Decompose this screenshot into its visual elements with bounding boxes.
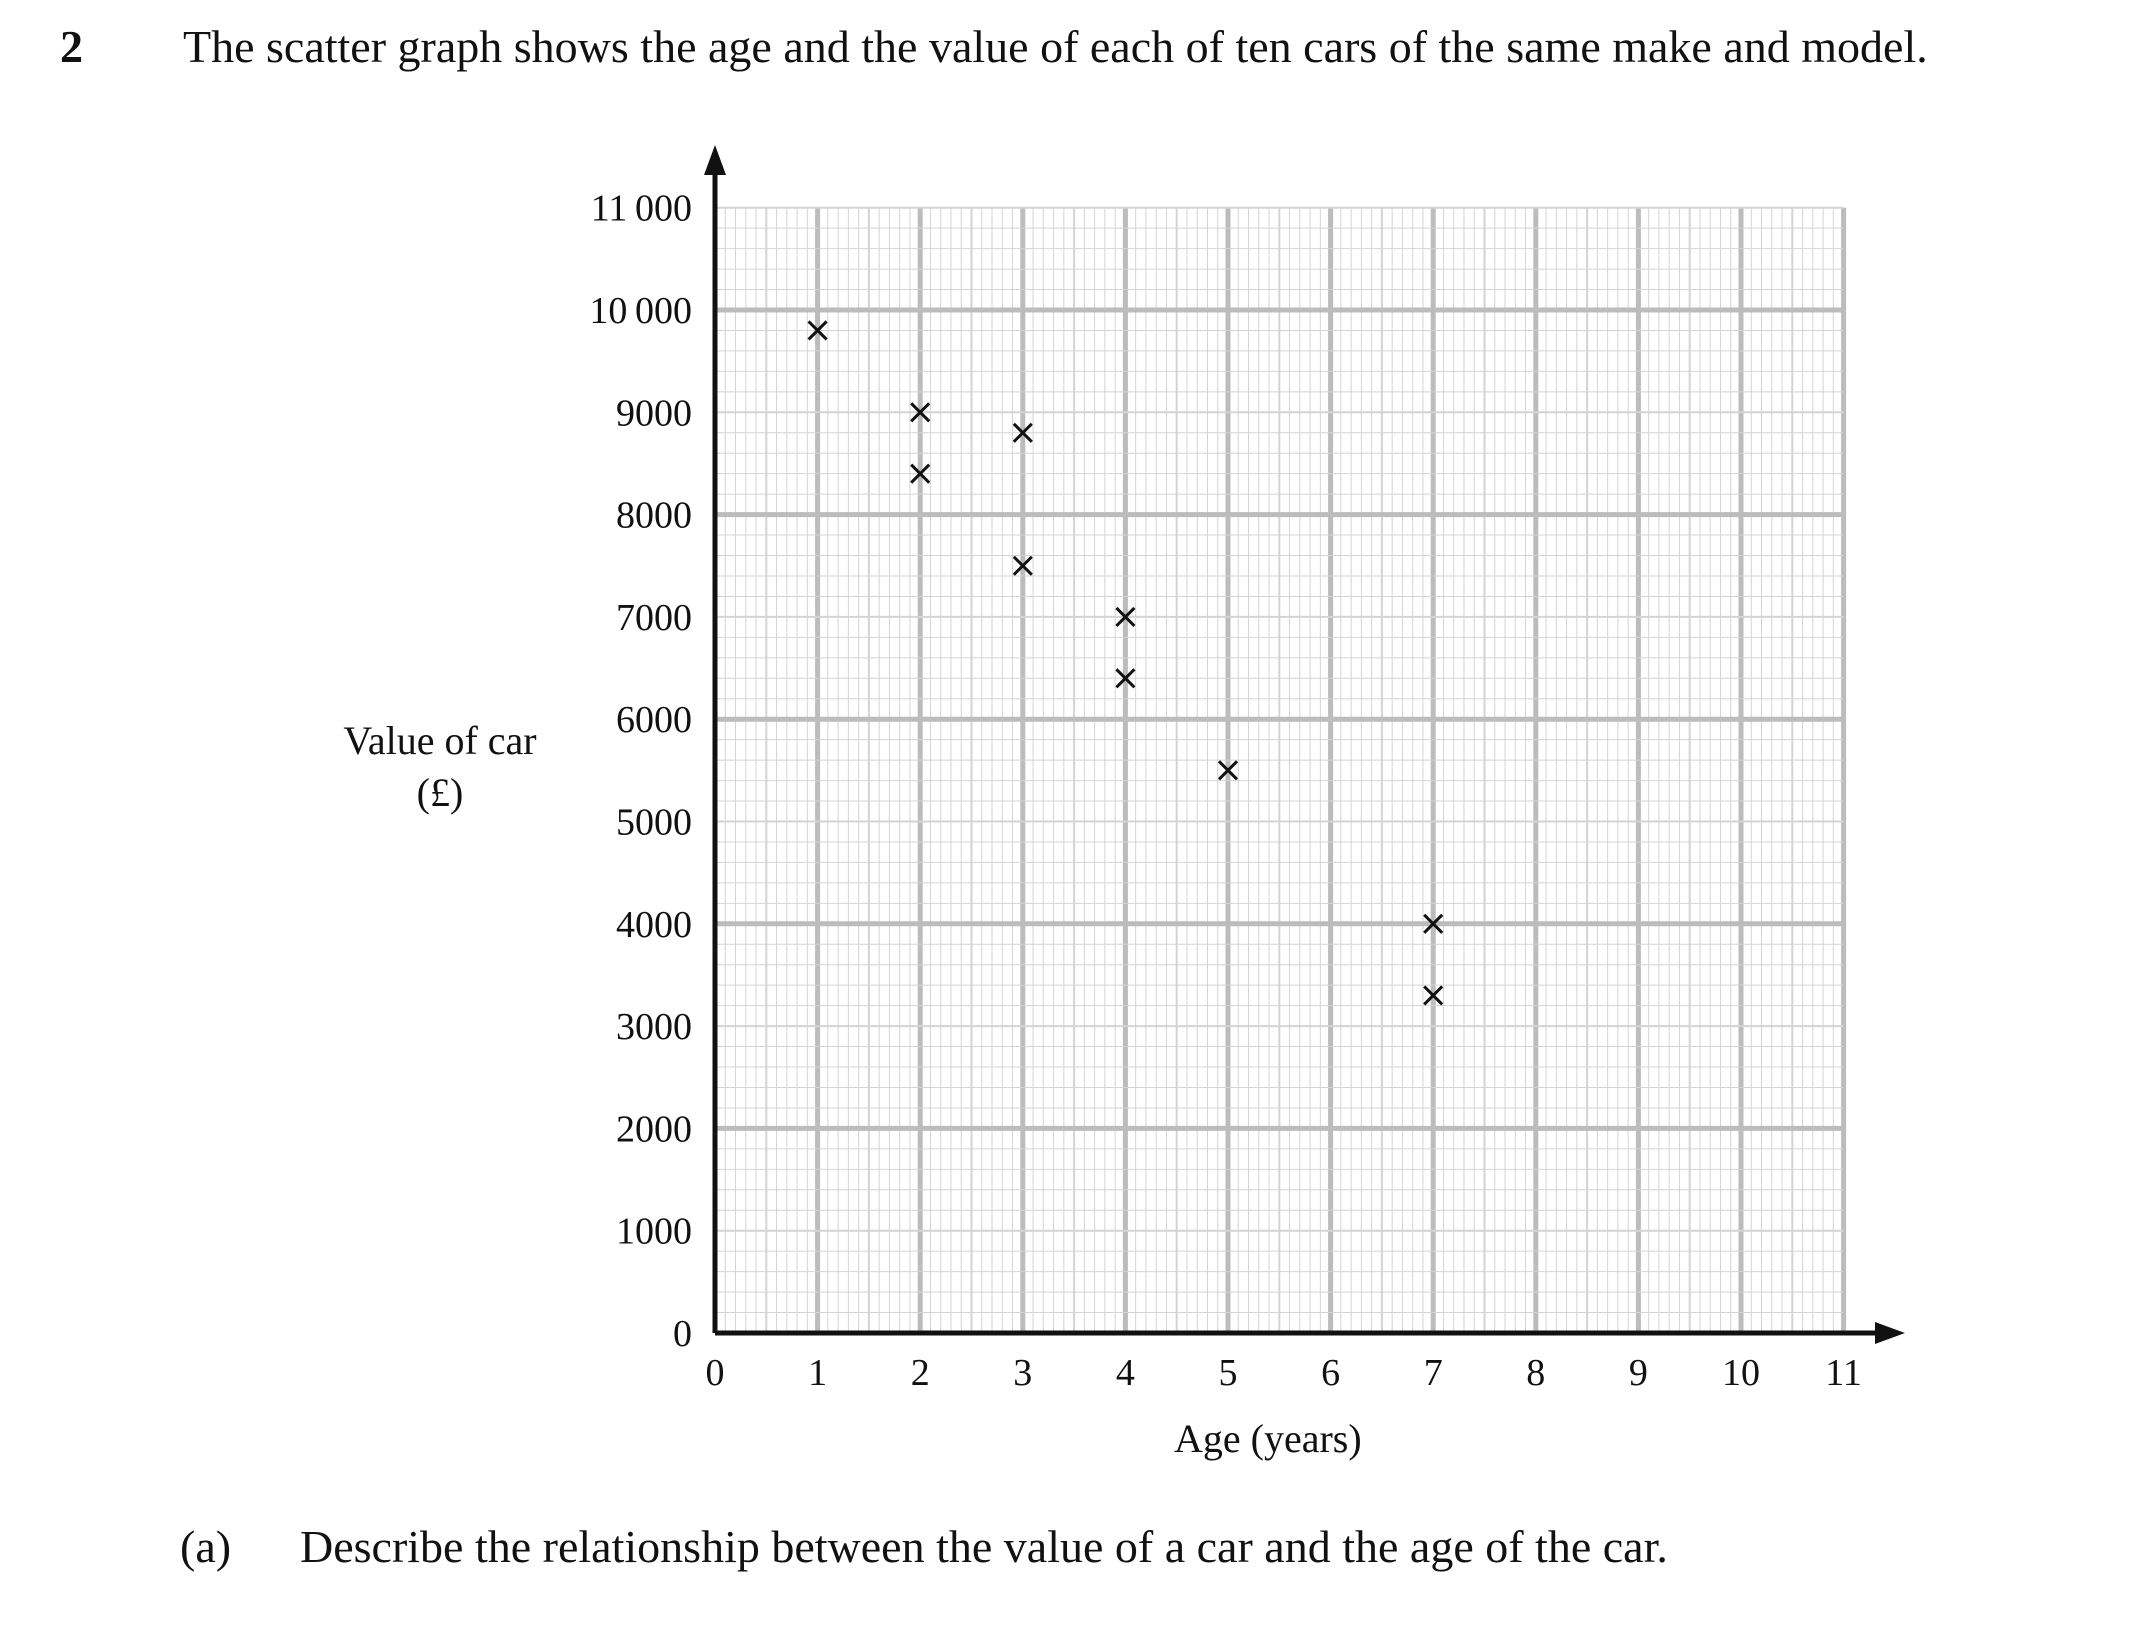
- y-axis-arrow-icon: [704, 145, 726, 175]
- question-text: The scatter graph shows the age and the value of each of ten cars of the same make and model.: [183, 21, 1928, 72]
- x-tick-label: 0: [705, 1352, 725, 1394]
- y-tick-label: 11 000: [590, 187, 692, 230]
- y-tick-label: 0: [673, 1313, 692, 1355]
- y-tick-label: 6000: [616, 699, 692, 742]
- y-tick-label: 3000: [616, 1006, 692, 1049]
- x-tick-label: 1: [808, 1352, 828, 1394]
- x-tick-label: 5: [1218, 1352, 1238, 1394]
- x-tick-label: 2: [910, 1352, 930, 1394]
- y-tick-label: 8000: [616, 494, 692, 537]
- x-tick-label: 3: [1013, 1352, 1033, 1394]
- y-tick-label: 9000: [616, 392, 692, 435]
- x-axis-label: Age (years): [1174, 1416, 1362, 1461]
- y-tick-label: 2000: [616, 1108, 692, 1151]
- x-tick-label: 6: [1321, 1352, 1341, 1394]
- x-tick-label: 4: [1115, 1352, 1135, 1394]
- y-tick-label: 10 000: [589, 290, 692, 332]
- x-tick-label: 9: [1628, 1352, 1648, 1394]
- x-tick-label: 10: [1722, 1352, 1760, 1394]
- axes: [704, 145, 1905, 1344]
- part-a-label: (a): [180, 1521, 232, 1572]
- x-tick-label: 8: [1526, 1352, 1546, 1394]
- x-tick-label: 11: [1825, 1352, 1862, 1394]
- grid: [715, 208, 1844, 1333]
- y-tick-label: 1000: [616, 1210, 692, 1253]
- part-a-text: Describe the relationship between the value of a car and the age of the car.: [300, 1521, 1668, 1572]
- question-number: 2: [60, 21, 83, 72]
- y-tick-label: 7000: [616, 596, 692, 639]
- x-axis-arrow-icon: [1875, 1322, 1905, 1344]
- x-tick-label: 7: [1423, 1352, 1443, 1394]
- y-axis-label-line2: (£): [416, 770, 464, 815]
- y-tick-label: 4000: [616, 903, 692, 946]
- y-axis-label-line1: Value of car: [343, 718, 537, 763]
- y-tick-label: 5000: [616, 801, 692, 844]
